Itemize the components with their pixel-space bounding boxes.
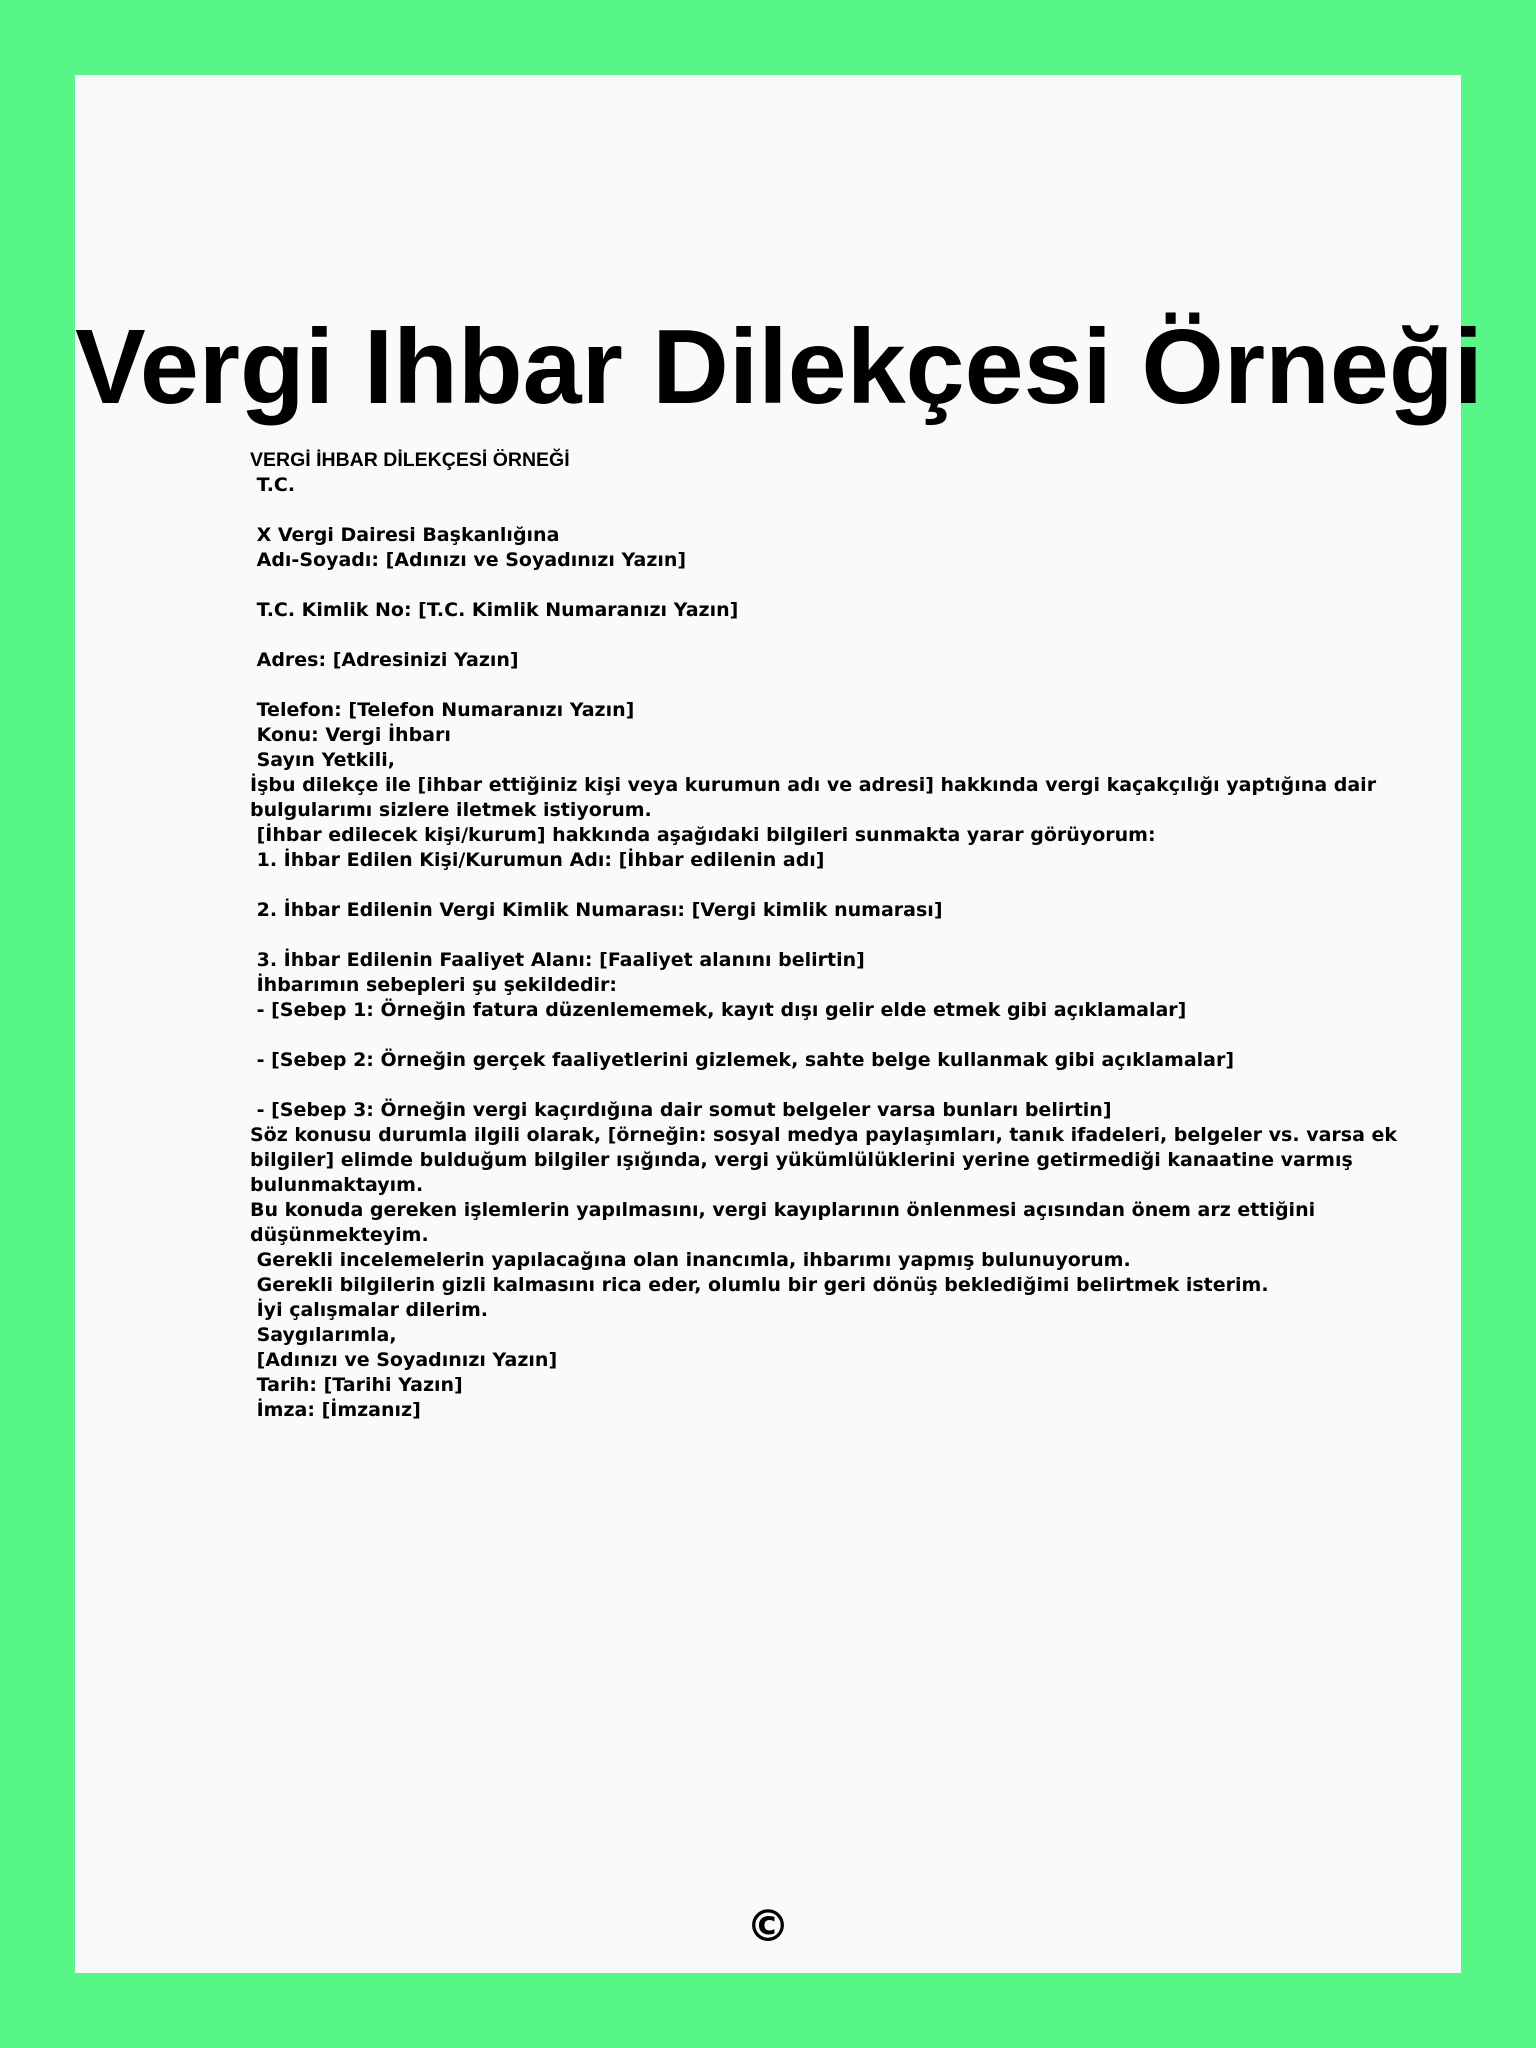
- letter-intro-line-1: İşbu dilekçe ile [ihbar ettiğiniz kişi veya kurumun adı ve adresi] hakkında vergi kaçakçılığı yaptığına dair: [250, 774, 1377, 796]
- letter-reason-2: - [Sebep 2: Örneğin gerçek faaliyetlerini gizlemek, sahte belge kullanmak gibi açıklamalar]: [250, 1049, 1235, 1071]
- letter-date: Tarih: [Tarihi Yazın]: [250, 1374, 463, 1396]
- letter-greeting: Sayın Yetkili,: [250, 749, 395, 771]
- letter-id-no: T.C. Kimlik No: [T.C. Kimlik Numaranızı Yazın]: [250, 599, 739, 621]
- letter-subject: Konu: Vergi İhbarı: [250, 724, 451, 746]
- letter-intro-line-2: bulgularımı sizlere iletmek istiyorum.: [250, 799, 652, 821]
- blank-line: [250, 573, 1350, 598]
- letter-tc: T.C.: [250, 474, 296, 496]
- letter-info-intro: [İhbar edilecek kişi/kurum] hakkında aşağıdaki bilgileri sunmakta yarar görüyorum:: [250, 824, 1156, 846]
- letter-item-2: 2. İhbar Edilenin Vergi Kimlik Numarası: [Vergi kimlik numarası]: [250, 899, 943, 921]
- letter-signature: İmza: [İmzanız]: [250, 1399, 421, 1421]
- letter-reasons-intro: İhbarımın sebepleri şu şekildedir:: [250, 974, 618, 996]
- letter-paragraph-1-line-1: Söz konusu durumla ilgili olarak, [örneğin: sosyal medya paylaşımları, tanık ifadeleri, belgeler vs. varsa ek: [250, 1124, 1398, 1146]
- letter-reason-1: - [Sebep 1: Örneğin fatura düzenlememek, kayıt dışı gelir elde etmek gibi açıklamalar]: [250, 999, 1187, 1021]
- document-title: Vergi Ihbar Dilekçesi Örneği: [75, 308, 1484, 426]
- copyright-icon: ©: [746, 1901, 790, 1952]
- letter-closing-2: Gerekli bilgilerin gizli kalmasını rica eder, olumlu bir geri dönüş beklediğimi belirtmek isterim.: [250, 1274, 1269, 1296]
- letter-paragraph-1-line-3: bulunmaktayım.: [250, 1174, 424, 1196]
- letter-wishes: İyi çalışmalar dilerim.: [250, 1299, 488, 1321]
- document-page: [75, 75, 1484, 1973]
- blank-line: [250, 623, 1350, 648]
- blank-line: [250, 1073, 1350, 1098]
- letter-address: Adres: [Adresinizi Yazın]: [250, 649, 519, 671]
- letter-regards: Saygılarımla,: [250, 1324, 397, 1346]
- letter-item-1: 1. İhbar Edilen Kişi/Kurumun Adı: [İhbar edilenin adı]: [250, 849, 825, 871]
- letter-paragraph-2-line-1: Bu konuda gereken işlemlerin yapılmasını, vergi kayıplarının önlenmesi açısından önem arz ettiğini: [250, 1199, 1316, 1221]
- letter-reason-3: - [Sebep 3: Örneğin vergi kaçırdığına dair somut belgeler varsa bunları belirtin]: [250, 1099, 1112, 1121]
- blank-line: [250, 498, 1350, 523]
- blank-line: [250, 1023, 1350, 1048]
- letter-signature-name: [Adınızı ve Soyadınızı Yazın]: [250, 1349, 558, 1371]
- letter-paragraph-1-line-2: bilgiler] elimde bulduğum bilgiler ışığında, vergi yükümlülüklerini yerine getirmediği kanaatine varmış: [250, 1149, 1353, 1171]
- letter-office: X Vergi Dairesi Başkanlığına: [250, 524, 560, 546]
- blank-line: [250, 873, 1350, 898]
- letter-paragraph-2-line-2: düşünmekteyim.: [250, 1224, 429, 1246]
- letter-item-3: 3. İhbar Edilenin Faaliyet Alanı: [Faaliyet alanını belirtin]: [250, 949, 865, 971]
- letter-name: Adı-Soyadı: [Adınızı ve Soyadınızı Yazın]: [250, 549, 687, 571]
- letter-phone: Telefon: [Telefon Numaranızı Yazın]: [250, 699, 635, 721]
- blank-line: [250, 923, 1350, 948]
- letter-heading: VERGİ İHBAR DİLEKÇESİ ÖRNEĞİ: [250, 449, 570, 471]
- letter-body: [250, 448, 1398, 1423]
- blank-line: [250, 673, 1350, 698]
- letter-closing-1: Gerekli incelemelerin yapılacağına olan inancımla, ihbarımı yapmış bulunuyorum.: [250, 1249, 1131, 1271]
